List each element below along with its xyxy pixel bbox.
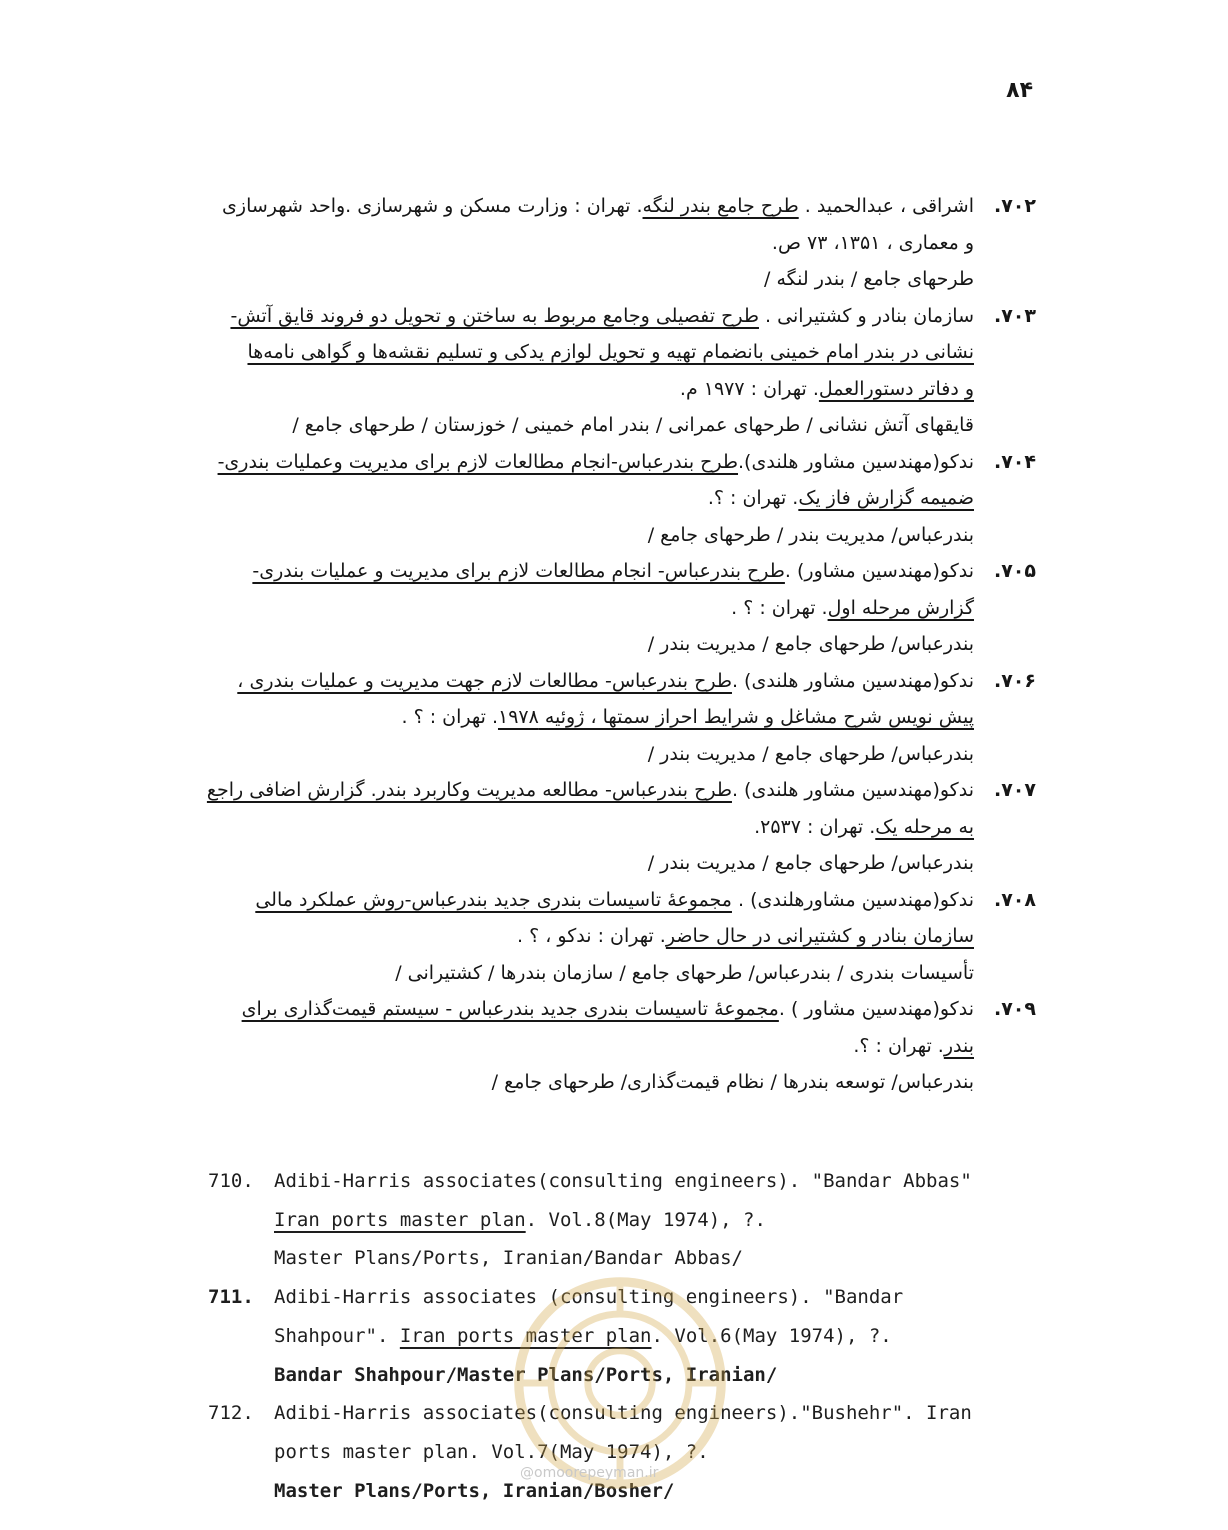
entry-text: . تهران : وزارت مسکن و شهرسازی .واحد شهرسازی [222, 195, 643, 217]
entry-title: طرح جامع بندر لنگه [642, 195, 799, 217]
entry-title: طرح بندرعباس- مطالعه مدیریت وکاربرد بندر. گزارش اضافی راجع [206, 779, 732, 801]
entry-text: . Vol.6(May 1974), ?. [651, 1324, 892, 1347]
entry-line [274, 1394, 1068, 1433]
entry-text: ندکو(مهندسین مشاور) . [784, 560, 974, 582]
entry-subjects: طرحهای جامع / بندر لنگه / [764, 268, 974, 290]
entry-text: ندکو(مهندسین مشاور هلندی) . [731, 779, 974, 801]
entry-title: طرح بندرعباس-انجام مطالعات لازم برای مدیریت وعملیات بندری- [217, 450, 739, 473]
entry-line [191, 188, 974, 225]
entry-title: ضمیمه گزارش فاز یک [798, 487, 974, 509]
persian-bibliography-list [191, 188, 1036, 1101]
entry-subjects: بندرعباس/ طرحهای جامع / مدیریت بندر / [647, 852, 974, 874]
persian-entry [191, 991, 1036, 1101]
entry-text: . تهران : ندکو ، ؟ . [517, 925, 666, 947]
entry-number: ۷۰۸. [993, 888, 1036, 911]
persian-entry [191, 553, 1036, 663]
entry-line [191, 225, 974, 262]
entry-text: . تهران : ؟. [707, 487, 799, 509]
entry-text: . تهران : ؟ . [731, 596, 828, 619]
entry-title: مجموعهٔ تاسیسات بندری جدید بندرعباس-روش عملکرد مالی [255, 888, 732, 911]
entry-number: 711. [208, 1286, 254, 1309]
entry-line [274, 1472, 1068, 1511]
entry-text: ندکو(مهندسین مشاور ) . [778, 998, 974, 1020]
watermark-text: @omoorepeyman.ir [520, 1465, 659, 1481]
persian-entry [191, 882, 1036, 992]
entry-line [274, 1162, 1068, 1201]
entry-line [191, 809, 974, 846]
entry-text: ندکو(مهندسین مشاور هلندی) . [731, 669, 974, 692]
entry-line [191, 991, 974, 1028]
entry-line [191, 882, 974, 919]
entry-number: ۷۰۹. [993, 998, 1036, 1020]
entry-line [191, 663, 974, 700]
entry-title: پیش نویس شرح مشاغل و شرایط احراز سمتها ، ژوئیه ۱۹۷۸ [497, 706, 974, 728]
entry-number: ۷۰۲. [993, 195, 1036, 217]
entry-line [274, 1278, 1068, 1317]
entry-text: Adibi-Harris associates(consulting engineers). "Bandar Abbas" [274, 1170, 972, 1192]
entry-number: ۷۰۶. [993, 669, 1036, 692]
entry-text: Adibi-Harris associates (consulting engineers). "Bandar [274, 1286, 904, 1309]
persian-entry [191, 444, 1036, 554]
entry-subjects: بندرعباس/ توسعه بندرها / نظام قیمت‌گذاری/ طرحهای جامع / [491, 1071, 974, 1093]
entry-text: سازمان بنادر و کشتیرانی . [758, 304, 974, 327]
entry-text: . تهران : ؟. [853, 1034, 944, 1057]
entry-line [191, 772, 974, 809]
entry-title: به مرحله یک [875, 815, 974, 838]
entry-text: Master Plans/Ports, Iranian/Bosher/ [274, 1479, 675, 1502]
entry-text: ندکو(مهندسین مشاور هلندی). [738, 450, 974, 473]
entry-title: سازمان بنادر و کشتیرانی در حال حاضر [665, 925, 974, 947]
entry-number: 710. [208, 1170, 254, 1192]
entry-line [191, 371, 974, 408]
entry-text: Bandar Shahpour/Master Plans/Ports, Iranian/ [274, 1363, 778, 1386]
entry-text: Master Plans/Ports, Iranian/Bandar Abbas/ [274, 1247, 743, 1270]
entry-line [191, 553, 974, 590]
entry-title: بندر [943, 1034, 974, 1057]
entry-title: طرح بندرعباس- مطالعات لازم جهت مدیریت و عملیات بندری ، [237, 669, 732, 692]
entry-subjects: قایقهای آتش نشانی / طرحهای عمرانی / بندر امام خمینی / خوزستان / طرحهای جامع / [292, 414, 974, 436]
english-entry [208, 1278, 1068, 1394]
entry-line [191, 298, 974, 335]
entry-text: ports master plan. Vol.7(May 1974), ?. [274, 1440, 709, 1463]
entry-text: اشراقی ، عبدالحمید . [798, 195, 974, 217]
entry-number: ۷۰۷. [993, 779, 1036, 801]
entry-title: و دفاتر دستورالعمل [818, 377, 974, 400]
entry-line [274, 1317, 1068, 1356]
entry-number: 712. [208, 1402, 254, 1425]
persian-entry [191, 298, 1036, 444]
entry-text: . تهران : ۲۵۳۷. [754, 815, 876, 838]
entry-line [191, 444, 974, 481]
entry-subjects: بندرعباس/ طرحهای جامع / مدیریت بندر / [647, 633, 974, 655]
entry-title: طرح تفصیلی وجامع مربوط به ساختن و تحویل دو فروند قایق آتش- [230, 304, 759, 327]
entry-title: Iran ports master plan [399, 1324, 652, 1347]
entry-line [191, 918, 974, 955]
entry-text: ندکو(مهندسین مشاورهلندی) . [731, 888, 974, 911]
entry-number: ۷۰۳. [993, 304, 1036, 327]
entry-text: . تهران : ؟ . [401, 706, 498, 728]
entry-title: نشانی در بندر امام خمینی بانضمام تهیه و تحویل لوازم یدکی و تسلیم نقشه‌ها و گواهی نامه‌ها [247, 341, 974, 363]
english-bibliography-list [208, 1162, 1068, 1510]
entry-text: و معماری ، ۱۳۵۱، ۷۳ ص. [771, 231, 974, 254]
entry-line [274, 1356, 1068, 1395]
persian-entry [191, 188, 1036, 298]
entry-line [191, 480, 974, 517]
entry-line [191, 334, 974, 371]
entry-line [191, 590, 974, 627]
entry-line [274, 1239, 1068, 1278]
entry-text: . تهران : ۱۹۷۷ م. [679, 377, 819, 400]
entry-number: ۷۰۴. [993, 450, 1036, 473]
entry-line [191, 699, 974, 736]
english-entry [208, 1162, 1068, 1278]
entry-line [191, 1028, 974, 1065]
entry-text: Adibi-Harris associates(consulting engineers)."Bushehr". Iran [274, 1402, 972, 1425]
entry-line [274, 1201, 1068, 1240]
entry-title: طرح بندرعباس- انجام مطالعات لازم برای مدیریت و عملیات بندری- [252, 560, 785, 582]
entry-text: Shahpour". [274, 1324, 400, 1347]
page-number: ۸۴ [1006, 78, 1033, 103]
english-entry [208, 1394, 1068, 1510]
entry-line [274, 1433, 1068, 1472]
entry-title: گزارش مرحله اول [827, 596, 974, 619]
entry-subjects: بندرعباس/ طرحهای جامع / مدیریت بندر / [647, 742, 974, 765]
entry-title: Iran ports master plan [274, 1208, 526, 1231]
persian-entry [191, 772, 1036, 882]
entry-subjects: تأسیسات بندری / بندرعباس/ طرحهای جامع / سازمان بندرها / کشتیرانی / [395, 961, 974, 984]
entry-text: . Vol.8(May 1974), ?. [525, 1208, 766, 1231]
entry-subjects: بندرعباس/ مدیریت بندر / طرحهای جامع / [647, 523, 974, 546]
persian-entry [191, 663, 1036, 773]
entry-number: ۷۰۵. [993, 560, 1036, 582]
entry-title: مجموعهٔ تاسیسات بندری جدید بندرعباس - سیستم قیمت‌گذاری برای [241, 998, 779, 1020]
